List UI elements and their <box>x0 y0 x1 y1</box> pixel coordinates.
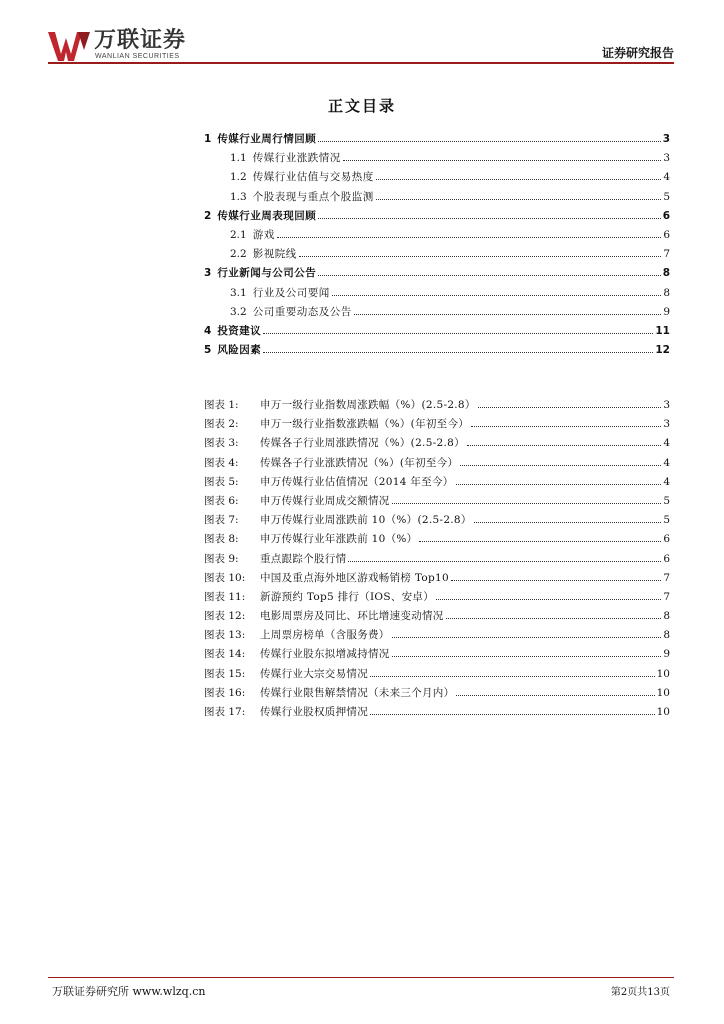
toc-entry-label: 风险因素 <box>217 344 262 357</box>
figure-entry[interactable] <box>204 646 670 665</box>
figure-entry-page: 10 <box>656 686 670 699</box>
figure-entry-number: 图表 9: <box>204 552 239 565</box>
toc-entry-number: 1 <box>204 133 212 145</box>
toc-leader-dots <box>354 306 662 314</box>
figure-leader-dots <box>392 496 662 504</box>
figure-entry-label: 申万传媒行业周成交额情况 <box>260 494 390 507</box>
figure-entry-label: 重点跟踪个股行情 <box>260 552 347 565</box>
figure-entry-page: 3 <box>663 399 670 411</box>
footer-source: 万联证券研究所 www.wlzq.cn <box>52 985 206 998</box>
figure-entry-label: 申万传媒行业估值情况（2014 年至今） <box>260 475 454 488</box>
figure-entry-label: 申万一级行业指数涨跌幅（%）(年初至今） <box>260 418 470 431</box>
figure-entry-label: 申万传媒行业周涨跌前 10（%）(2.5-2.8） <box>260 514 472 527</box>
figure-entry-number: 图表 10: <box>204 571 246 584</box>
figure-leader-dots <box>370 668 655 676</box>
figure-entry[interactable] <box>204 551 670 570</box>
toc-entry-number: 5 <box>204 344 212 357</box>
toc-entry[interactable] <box>204 208 670 227</box>
toc-leader-dots <box>263 326 653 334</box>
toc-entry-page: 7 <box>663 248 670 261</box>
toc-entry-label: 个股表现与重点个股监测 <box>252 190 374 203</box>
report-type: 证券研究报告 <box>601 46 674 60</box>
figure-entry-page: 4 <box>663 456 670 469</box>
toc-entry[interactable] <box>204 285 670 304</box>
toc-entry-number: 2.1 <box>230 228 247 241</box>
toc-leader-dots <box>299 249 662 257</box>
figure-list <box>204 397 670 723</box>
toc-entry-page: 12 <box>655 344 670 357</box>
toc-entry-label: 传媒行业涨跌情况 <box>252 152 341 165</box>
toc-entry[interactable] <box>204 169 670 188</box>
figure-entry-number: 图表 11: <box>204 590 246 603</box>
toc-entry-label: 传媒行业周行情回顾 <box>217 133 317 145</box>
figure-entry-number: 图表 14: <box>204 648 246 661</box>
figure-entry[interactable] <box>204 666 670 685</box>
figure-entry-number: 图表 12: <box>204 610 246 623</box>
figure-leader-dots <box>436 592 661 600</box>
figure-entry-number: 图表 3: <box>204 437 239 450</box>
figure-entry-label: 电影周票房及同比、环比增速变动情况 <box>260 610 444 623</box>
toc-entry[interactable] <box>204 131 670 150</box>
page-header <box>48 28 674 64</box>
toc-leader-dots <box>277 230 662 238</box>
figure-entry-page: 5 <box>663 494 670 507</box>
figure-entry-label: 传媒行业限售解禁情况（未来三个月内） <box>260 686 455 699</box>
figure-entry[interactable] <box>204 416 670 435</box>
figure-entry-page: 8 <box>663 610 670 623</box>
wanlian-logo-icon <box>48 30 90 62</box>
toc-entry-page: 11 <box>655 324 670 337</box>
figure-entry-label: 传媒行业大宗交易情况 <box>260 667 368 680</box>
figure-entry-label: 上周票房榜单（含服务费） <box>260 629 390 642</box>
toc-entry[interactable] <box>204 150 670 169</box>
toc-entry-label: 投资建议 <box>217 324 262 337</box>
figure-entry[interactable] <box>204 455 670 474</box>
toc-leader-dots <box>318 210 660 218</box>
figure-entry-page: 7 <box>663 590 670 603</box>
toc-entry-page: 4 <box>663 171 670 184</box>
figure-entry[interactable] <box>204 589 670 608</box>
figure-entry[interactable] <box>204 608 670 627</box>
figure-entry[interactable] <box>204 685 670 704</box>
toc-leader-dots <box>376 191 662 199</box>
toc-entry-page: 5 <box>663 190 670 203</box>
toc-leader-dots <box>318 134 660 142</box>
table-of-contents <box>204 131 670 361</box>
figure-entry-number: 图表 5: <box>204 475 239 488</box>
toc-entry[interactable] <box>204 342 670 361</box>
toc-entry-page: 3 <box>663 152 670 165</box>
figure-entry-number: 图表 4: <box>204 456 239 469</box>
figure-leader-dots <box>478 400 662 408</box>
header-divider <box>48 62 674 64</box>
figure-entry-label: 申万一级行业指数周涨跌幅（%）(2.5-2.8） <box>260 399 476 411</box>
toc-entry-number: 2 <box>204 209 212 222</box>
figure-entry-page: 6 <box>663 552 670 565</box>
figure-entry-page: 8 <box>663 629 670 642</box>
figure-entry-number: 图表 6: <box>204 494 239 507</box>
toc-entry-label: 传媒行业周表现回顾 <box>217 209 317 222</box>
figure-entry-number: 图表 2: <box>204 418 239 431</box>
figure-leader-dots <box>370 707 655 715</box>
figure-leader-dots <box>348 553 661 561</box>
figure-entry-page: 3 <box>663 418 670 431</box>
figure-entry[interactable] <box>204 512 670 531</box>
figure-entry[interactable] <box>204 493 670 512</box>
toc-entry-label: 行业新闻与公司公告 <box>217 267 317 280</box>
toc-entry-number: 1.1 <box>230 152 247 165</box>
toc-entry-number: 3 <box>204 267 212 280</box>
figure-entry-label: 中国及重点海外地区游戏畅销榜 Top10 <box>260 571 449 584</box>
toc-leader-dots <box>318 268 660 276</box>
figure-entry-page: 6 <box>663 533 670 546</box>
figure-entry-number: 图表 15: <box>204 667 246 680</box>
figure-entry-number: 图表 17: <box>204 706 246 718</box>
figure-leader-dots <box>419 534 661 542</box>
figure-entry[interactable] <box>204 627 670 646</box>
figure-leader-dots <box>392 630 662 638</box>
figure-leader-dots <box>456 687 654 695</box>
figure-entry[interactable] <box>204 474 670 493</box>
figure-entry[interactable] <box>204 397 670 416</box>
figure-leader-dots <box>474 515 662 523</box>
figure-entry-page: 7 <box>663 571 670 584</box>
figure-entry-number: 图表 16: <box>204 686 246 699</box>
figure-leader-dots <box>467 438 661 446</box>
toc-entry-number: 3.1 <box>230 286 247 299</box>
figure-leader-dots <box>451 572 661 580</box>
toc-entry-page: 8 <box>663 286 670 299</box>
toc-entry-label: 传媒行业估值与交易热度 <box>252 171 374 184</box>
figure-entry-label: 新游预约 Top5 排行（IOS、安卓） <box>260 590 435 603</box>
figure-entry-page: 4 <box>663 475 670 488</box>
figure-leader-dots <box>446 611 662 619</box>
toc-entry-page: 8 <box>662 267 670 280</box>
figure-entry-label: 传媒各子行业涨跌情况（%）(年初至今） <box>260 456 459 469</box>
footer-divider <box>48 977 674 978</box>
figure-leader-dots <box>471 419 661 427</box>
toc-entry-label: 公司重要动态及公告 <box>252 305 352 318</box>
figure-entry-page: 10 <box>656 667 670 680</box>
toc-entry-number: 2.2 <box>230 248 247 261</box>
toc-entry[interactable] <box>204 265 670 284</box>
figure-entry-number: 图表 8: <box>204 533 239 546</box>
toc-leader-dots <box>376 172 662 180</box>
toc-entry-number: 1.3 <box>230 190 247 203</box>
toc-leader-dots <box>332 287 662 295</box>
page-number: 第2页共13页 <box>610 987 670 998</box>
figure-entry[interactable] <box>204 531 670 550</box>
toc-title: 正文目录 <box>327 97 396 115</box>
figure-entry-label: 传媒行业股东拟增减持情况 <box>260 648 390 661</box>
figure-entry[interactable] <box>204 435 670 454</box>
toc-entry-number: 3.2 <box>230 305 247 318</box>
figure-entry[interactable] <box>204 704 670 723</box>
figure-leader-dots <box>460 457 661 465</box>
toc-entry[interactable] <box>204 304 670 323</box>
toc-entry[interactable] <box>204 323 670 342</box>
toc-entry[interactable] <box>204 227 670 246</box>
brand-name-en: WANLIAN SECURITIES <box>95 53 180 60</box>
figure-leader-dots <box>392 649 662 657</box>
figure-entry-label: 传媒各子行业周涨跌情况（%）(2.5-2.8） <box>260 437 465 450</box>
toc-leader-dots <box>343 153 662 161</box>
toc-entry-page: 3 <box>662 133 670 145</box>
figure-entry-number: 图表 1: <box>204 399 239 411</box>
figure-entry-page: 9 <box>663 648 670 661</box>
figure-entry-page: 10 <box>656 706 670 718</box>
toc-entry[interactable] <box>204 246 670 265</box>
brand-name-cn: 万联证券 <box>94 28 187 53</box>
figure-entry-label: 传媒行业股权质押情况 <box>260 706 368 718</box>
toc-entry-page: 9 <box>663 305 670 318</box>
toc-leader-dots <box>263 345 653 353</box>
toc-entry-number: 1.2 <box>230 171 247 184</box>
toc-entry[interactable] <box>204 189 670 208</box>
toc-entry-page: 6 <box>663 228 670 241</box>
figure-leader-dots <box>456 476 662 484</box>
toc-entry-label: 行业及公司要闻 <box>252 286 330 299</box>
figure-entry-number: 图表 7: <box>204 514 239 527</box>
figure-entry-label: 申万传媒行业年涨跌前 10（%） <box>260 533 418 546</box>
figure-entry[interactable] <box>204 570 670 589</box>
toc-entry-page: 6 <box>662 209 670 222</box>
figure-entry-number: 图表 13: <box>204 629 246 642</box>
toc-entry-label: 影视院线 <box>252 248 297 261</box>
toc-entry-label: 游戏 <box>252 228 275 241</box>
figure-entry-page: 5 <box>663 514 670 527</box>
figure-entry-page: 4 <box>663 437 670 450</box>
toc-entry-number: 4 <box>204 324 212 337</box>
